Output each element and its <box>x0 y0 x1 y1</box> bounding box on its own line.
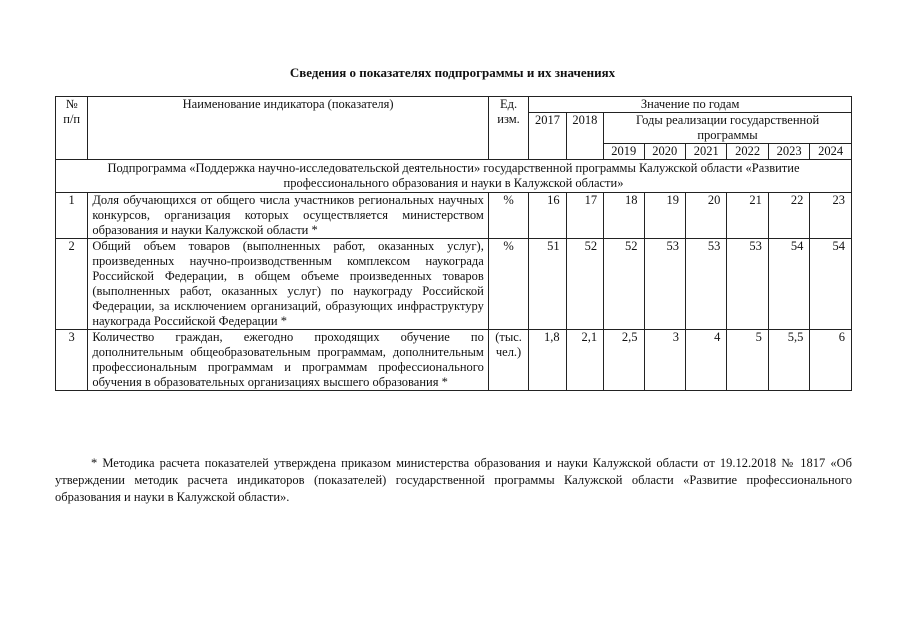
header-program-years: Годы реализации государственной программы <box>604 113 852 144</box>
header-name: Наименование индикатора (показателя) <box>88 97 488 160</box>
page-title: Сведения о показателях подпрограммы и их значениях <box>289 65 616 80</box>
indicator-name: Общий объем товаров (выполненных работ, оказанных услуг), произведенных научно-производственным комплексом наукограда Российской Федерации, в общем объеме произведенных товаров (выполненных работ, оказанных услуг) по наукограду Российской Федерации, за исключением организаций, образующих инфраструктуру наукограда Российской Федерации * <box>88 239 488 330</box>
value-cell: 54 <box>810 239 852 330</box>
footnote: * Методика расчета показателей утверждена приказом министерства образования и науки Калужской области от 19.12.2018 № 1817 «Об утверждении методик расчета индикаторов (показателей) государственной программы Калужской области «Развитие профессионального образования и науки в Калужской области». <box>55 456 852 504</box>
header-year: 2020 <box>644 144 685 160</box>
value-cell: 5 <box>727 330 768 391</box>
indicators-table <box>55 96 852 391</box>
value-cell: 4 <box>685 330 726 391</box>
value-cell: 52 <box>604 239 644 330</box>
value-cell: 21 <box>727 193 768 239</box>
value-cell: 20 <box>685 193 726 239</box>
row-number: 3 <box>56 330 88 391</box>
value-cell: 19 <box>644 193 685 239</box>
value-cell: 3 <box>644 330 685 391</box>
indicator-unit: (тыс. чел.) <box>488 330 528 391</box>
header-year: 2024 <box>810 144 852 160</box>
header-unit: Ед. изм. <box>488 97 528 160</box>
value-cell: 52 <box>566 239 603 330</box>
header-values-by-year: Значение по годам <box>529 97 852 113</box>
header-year: 2021 <box>685 144 726 160</box>
header-no: № п/п <box>56 97 88 160</box>
value-cell: 23 <box>810 193 852 239</box>
value-cell: 22 <box>768 193 809 239</box>
header-year: 2023 <box>768 144 809 160</box>
row-number: 2 <box>56 239 88 330</box>
value-cell: 2,1 <box>566 330 603 391</box>
indicator-name: Доля обучающихся от общего числа участников региональных научных конкурсов, организация которых осуществляется министерством образования и науки Калужской области * <box>88 193 488 239</box>
header-year: 2018 <box>566 113 603 160</box>
value-cell: 6 <box>810 330 852 391</box>
value-cell: 18 <box>604 193 644 239</box>
indicator-name: Количество граждан, ежегодно проходящих обучение по дополнительным общеобразовательным программам, дополнительным профессиональным программам и программам профессионального обучения в образовательных организациях высшего образования * <box>88 330 488 391</box>
value-cell: 17 <box>566 193 603 239</box>
table-row <box>56 330 852 391</box>
value-cell: 53 <box>727 239 768 330</box>
value-cell: 1,8 <box>529 330 566 391</box>
header-year: 2017 <box>529 113 566 160</box>
table-row <box>56 193 852 239</box>
table-row <box>56 239 852 330</box>
header-year: 2022 <box>727 144 768 160</box>
indicator-unit: % <box>488 193 528 239</box>
value-cell: 2,5 <box>604 330 644 391</box>
row-number: 1 <box>56 193 88 239</box>
subprogram-title: Подпрограмма «Поддержка научно-исследовательской деятельности» государственной программы Калужской области «Развитие профессионального образования и науки в Калужской области» <box>56 160 852 193</box>
indicator-unit: % <box>488 239 528 330</box>
value-cell: 53 <box>644 239 685 330</box>
value-cell: 54 <box>768 239 809 330</box>
value-cell: 53 <box>685 239 726 330</box>
value-cell: 51 <box>529 239 566 330</box>
header-year: 2019 <box>604 144 644 160</box>
value-cell: 16 <box>529 193 566 239</box>
value-cell: 5,5 <box>768 330 809 391</box>
